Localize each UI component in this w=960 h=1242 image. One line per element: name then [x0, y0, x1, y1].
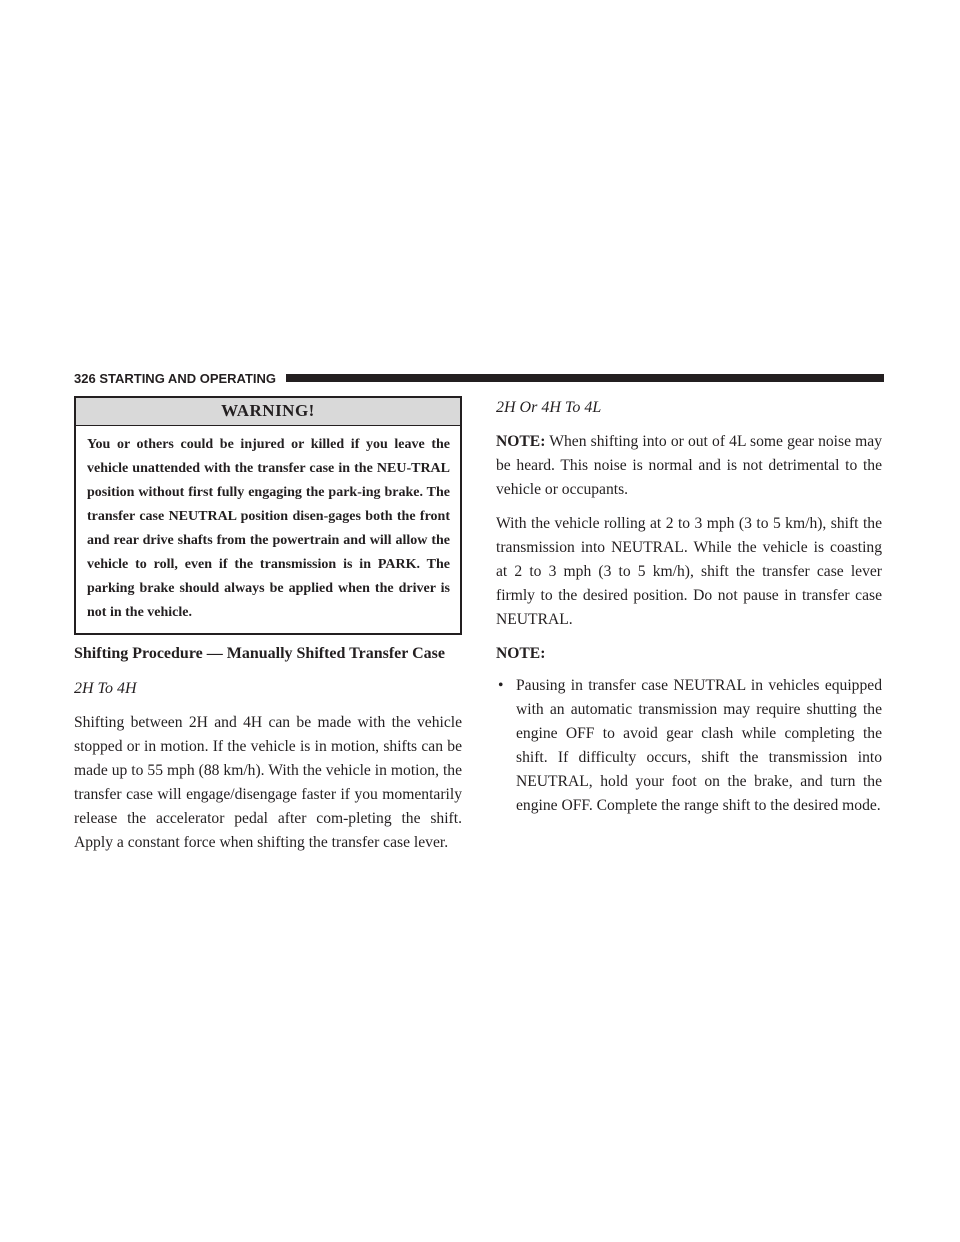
- paragraph-to-4l: With the vehicle rolling at 2 to 3 mph (3 to 5 km/h), shift the transmission into NEUTRAL. While the vehicle is coasting at 2 to 3 mph (3 to 5 km/h), shift the transfer case lever firmly to the desired position. Do not pause in transfer case NEUTRAL.: [496, 515, 882, 628]
- note-label-2: NOTE:: [496, 645, 546, 662]
- note-text: When shifting into or out of 4L some gear noise may be heard. This noise is normal and is not detrimental to the vehicle or occupants.: [496, 433, 882, 498]
- note-paragraph: [496, 430, 882, 502]
- left-column: [74, 396, 462, 855]
- note-label: NOTE:: [496, 433, 546, 450]
- warning-text: You or others could be injured or killed if you leave the vehicle unattended with the transfer case in the NEU-TRAL position without first fully engaging the park-ing brake. The transfer case NEUTRAL position disen-gages both the front and rear drive shafts from the powertrain and will allow the vehicle to roll, even if the transmission is in PARK. The parking brake should always be applied when the driver is not in the vehicle.: [87, 437, 450, 620]
- subheading-to-4l: 2H Or 4H To 4L: [496, 399, 602, 416]
- header-rule: [286, 374, 884, 382]
- warning-box: [74, 396, 462, 635]
- page-header: [74, 370, 884, 388]
- page-number: 326: [74, 371, 96, 386]
- section-heading: Shifting Procedure — Manually Shifted Transfer Case: [74, 645, 445, 662]
- list-item: [496, 674, 882, 818]
- bullet-icon: •: [498, 677, 504, 694]
- bullet-text: Pausing in transfer case NEUTRAL in vehicles equipped with an automatic transmission may require shutting the engine OFF to avoid gear clash while completing the shift. If difficulty occurs, shift the transmission into NEUTRAL, hold your foot on the brake, and turn the engine OFF. Complete the range shift to the desired mode.: [516, 677, 882, 814]
- right-column: [496, 396, 882, 818]
- warning-title: WARNING!: [76, 398, 460, 426]
- paragraph-2h-to-4h: Shifting between 2H and 4H can be made with the vehicle stopped or in motion. If the vehicle is in motion, shifts can be made up to 55 mph (88 km/h). With the vehicle in motion, the transfer case will engage/disengage faster if you momentarily release the accelerator pedal after com-pleting the shift. Apply a constant force when shifting the transfer case lever.: [74, 714, 462, 851]
- page-header-text: [74, 371, 276, 386]
- section-title: STARTING AND OPERATING: [99, 371, 277, 386]
- subheading-2h-to-4h: 2H To 4H: [74, 680, 137, 697]
